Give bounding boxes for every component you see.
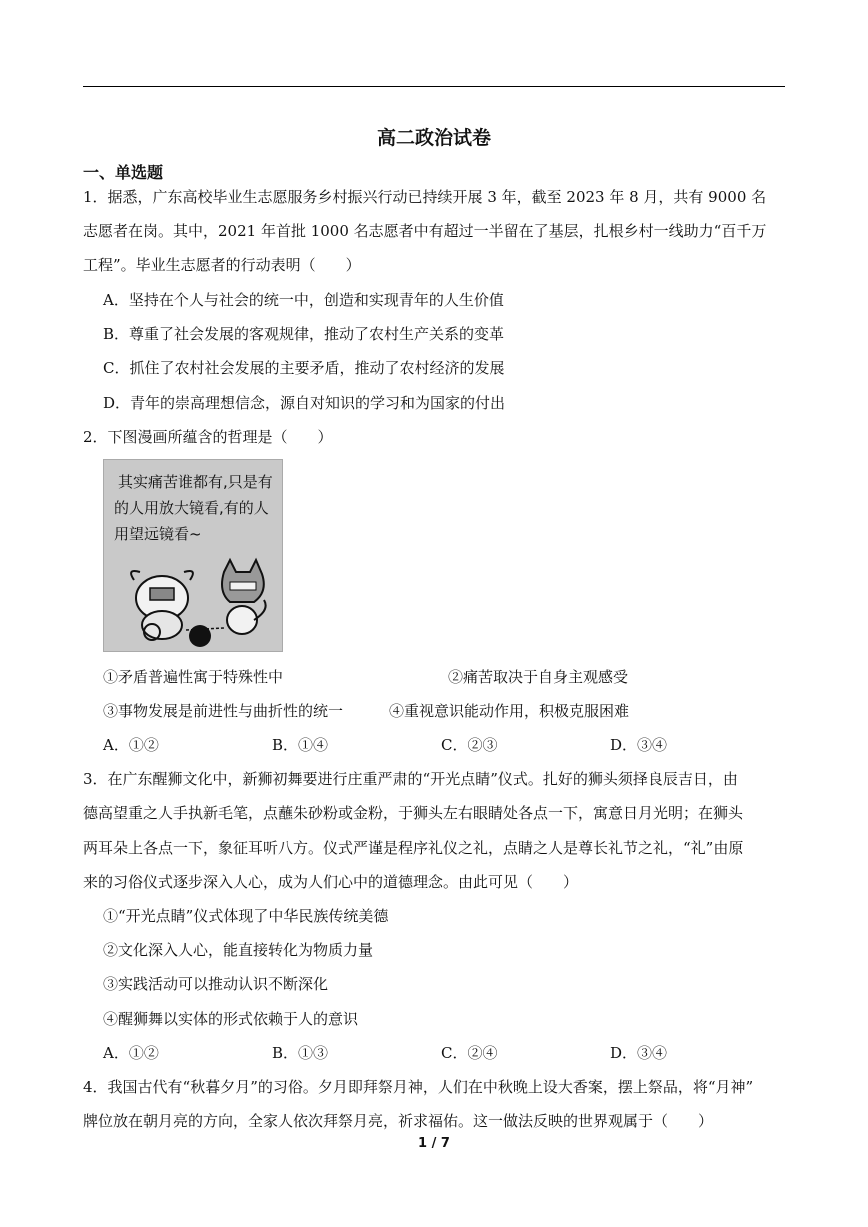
q3-choice-b: B．①③ [272, 1044, 329, 1062]
q3-item-1: ①“开光点睛”仪式体现了中华民族传统美德 [103, 907, 389, 925]
q3-item-4: ④醒狮舞以实体的形式依赖于人的意识 [103, 1010, 359, 1028]
q3-item-2: ②文化深入人心，能直接转化为物质力量 [103, 941, 374, 959]
q3-stem-line: 3．在广东醒狮文化中，新狮初舞要进行庄重严肃的“开光点睛”仪式。扎好的狮头须择良辰吉日，由 [83, 770, 738, 788]
cartoon-caption-line: 其实痛苦谁都有,只是有 [118, 473, 273, 491]
q1-option-d: D．青年的崇高理想信念，源自对知识的学习和为国家的付出 [103, 394, 506, 412]
q2-choice-b: B．①④ [272, 736, 329, 754]
q3-choice-c: C．②④ [441, 1044, 498, 1062]
cartoon-caption-line: 用望远镜看~ [114, 525, 202, 543]
q3-stem-line: 德高望重之人手执新毛笔，点蘸朱砂粉或金粉，于狮头左右眼睛处各点一下，寓意日月光明；在狮头 [83, 804, 744, 822]
q2-stem: 2．下图漫画所蕴含的哲理是（ ） [83, 428, 333, 446]
page-number: 1 / 7 [418, 1136, 450, 1151]
q2-item-3: ③事物发展是前进性与曲折性的统一 [103, 702, 344, 720]
crying-dog-figure [131, 571, 193, 640]
q4-stem-line: 牌位放在朝月亮的方向，全家人依次拜祭月亮，祈求福佑。这一做法反映的世界观属于（ ） [83, 1112, 714, 1130]
section-heading: 一、单选题 [83, 163, 164, 182]
q1-stem-line: 1．据悉，广东高校毕业生志愿服务乡村振兴行动已持续开展 3 年，截至 2023 年 8 月，共有 9000 名 [83, 188, 767, 206]
cartoon-caption-line: 的人用放大镜看,有的人 [114, 499, 269, 517]
q2-choice-d: D．③④ [610, 736, 668, 754]
header-rule [83, 86, 785, 87]
crying-cat-figure [222, 560, 266, 634]
q3-stem-line: 两耳朵上各点一下，象征耳听八方。仪式严谨是程序礼仪之礼，点睛之人是尊长礼节之礼，“礼”由原 [83, 839, 744, 857]
q1-option-c: C．抓住了农村社会发展的主要矛盾，推动了农村经济的发展 [103, 359, 505, 377]
q2-item-1: ①矛盾普遍性寓于特殊性中 [103, 668, 284, 686]
q1-stem-line: 工程”。毕业生志愿者的行动表明（ ） [83, 256, 361, 274]
cartoon-image [103, 459, 283, 652]
q1-option-a: A．坚持在个人与社会的统一中，创造和实现青年的人生价值 [103, 291, 504, 309]
q3-item-3: ③实践活动可以推动认识不断深化 [103, 975, 329, 993]
q3-choice-a: A．①② [103, 1044, 159, 1062]
q4-stem-line: 4．我国古代有“秋暮夕月”的习俗。夕月即拜祭月神，人们在中秋晚上设大香案，摆上祭品，将“月神” [83, 1078, 754, 1096]
q1-option-b: B．尊重了社会发展的客观规律，推动了农村生产关系的变革 [103, 325, 505, 343]
page-title: 高二政治试卷 [376, 127, 491, 149]
q2-item-4: ④重视意识能动作用，积极克服困难 [389, 702, 630, 720]
q2-choice-a: A．①② [103, 736, 159, 754]
q2-choice-c: C．②③ [441, 736, 498, 754]
q1-stem-line: 志愿者在岗。其中，2021 年首批 1000 名志愿者中有超过一半留在了基层，扎根乡村一线助力“百千万 [83, 222, 767, 240]
q2-item-2: ②痛苦取决于自身主观感受 [448, 668, 629, 686]
q3-stem-line: 来的习俗仪式逐步深入人心，成为人们心中的道德理念。由此可见（ ） [83, 873, 579, 891]
q3-choice-d: D．③④ [610, 1044, 668, 1062]
